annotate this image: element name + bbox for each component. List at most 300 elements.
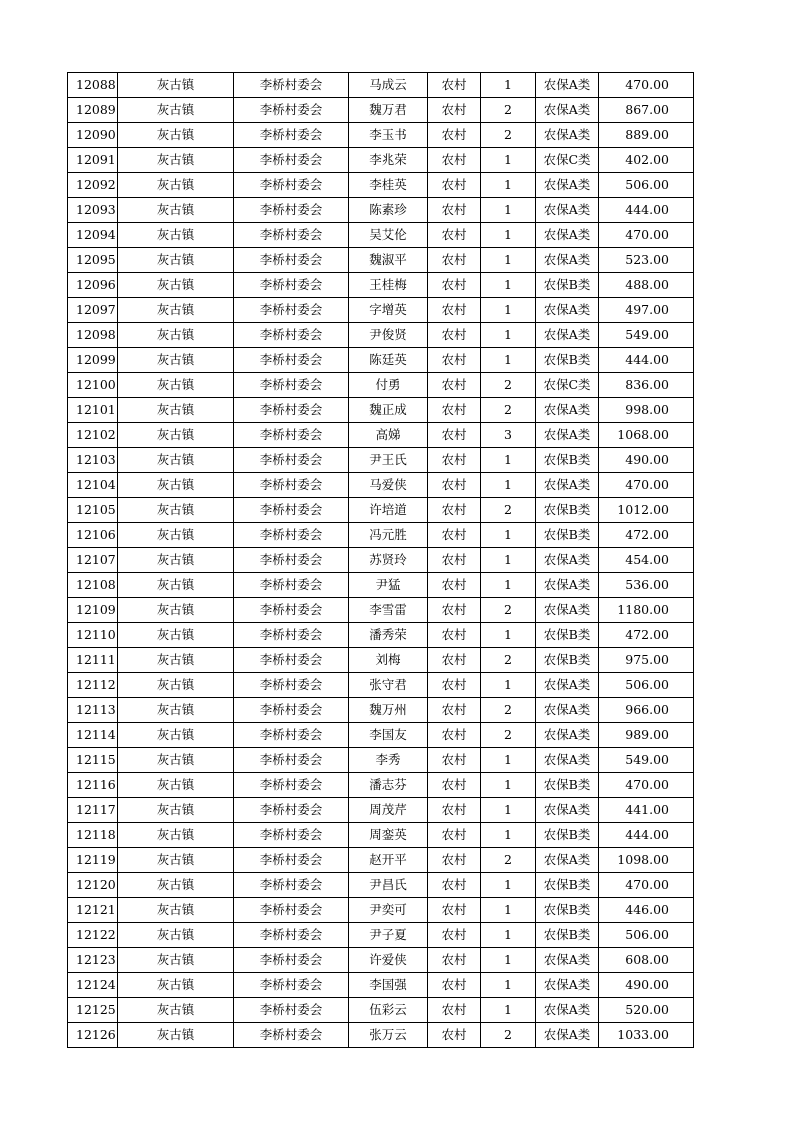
town-cell: 灰古镇 bbox=[118, 448, 234, 473]
area-type-cell: 农村 bbox=[428, 723, 481, 748]
record-id-cell: 12117 bbox=[68, 798, 118, 823]
name-cell: 尹昌氏 bbox=[349, 873, 428, 898]
name-cell: 尹俊贤 bbox=[349, 323, 428, 348]
record-id-cell: 12122 bbox=[68, 923, 118, 948]
name-cell: 李兆荣 bbox=[349, 148, 428, 173]
record-id-cell: 12102 bbox=[68, 423, 118, 448]
name-cell: 潘秀荣 bbox=[349, 623, 428, 648]
name-cell: 尹奕可 bbox=[349, 898, 428, 923]
area-type-cell: 农村 bbox=[428, 848, 481, 873]
town-cell: 灰古镇 bbox=[118, 148, 234, 173]
household-count-cell: 1 bbox=[481, 998, 536, 1023]
table-row bbox=[68, 848, 694, 873]
household-count-cell: 1 bbox=[481, 798, 536, 823]
record-id-cell: 12119 bbox=[68, 848, 118, 873]
table-row bbox=[68, 623, 694, 648]
amount-cell: 490.00 bbox=[599, 448, 694, 473]
area-type-cell: 农村 bbox=[428, 773, 481, 798]
household-count-cell: 1 bbox=[481, 948, 536, 973]
village-committee-cell: 李桥村委会 bbox=[234, 73, 349, 98]
record-id-cell: 12093 bbox=[68, 198, 118, 223]
village-committee-cell: 李桥村委会 bbox=[234, 773, 349, 798]
record-id-cell: 12113 bbox=[68, 698, 118, 723]
village-committee-cell: 李桥村委会 bbox=[234, 523, 349, 548]
area-type-cell: 农村 bbox=[428, 823, 481, 848]
name-cell: 吴艾伦 bbox=[349, 223, 428, 248]
village-committee-cell: 李桥村委会 bbox=[234, 373, 349, 398]
town-cell: 灰古镇 bbox=[118, 948, 234, 973]
area-type-cell: 农村 bbox=[428, 998, 481, 1023]
village-committee-cell: 李桥村委会 bbox=[234, 873, 349, 898]
household-count-cell: 1 bbox=[481, 523, 536, 548]
household-count-cell: 2 bbox=[481, 98, 536, 123]
data-table bbox=[67, 72, 694, 1048]
name-cell: 马爱侠 bbox=[349, 473, 428, 498]
amount-cell: 1068.00 bbox=[599, 423, 694, 448]
table-row bbox=[68, 398, 694, 423]
town-cell: 灰古镇 bbox=[118, 823, 234, 848]
household-count-cell: 1 bbox=[481, 73, 536, 98]
amount-cell: 867.00 bbox=[599, 98, 694, 123]
insurance-class-cell: 农保A类 bbox=[536, 998, 599, 1023]
record-id-cell: 12123 bbox=[68, 948, 118, 973]
name-cell: 王桂梅 bbox=[349, 273, 428, 298]
name-cell: 赵开平 bbox=[349, 848, 428, 873]
town-cell: 灰古镇 bbox=[118, 648, 234, 673]
amount-cell: 497.00 bbox=[599, 298, 694, 323]
amount-cell: 608.00 bbox=[599, 948, 694, 973]
town-cell: 灰古镇 bbox=[118, 923, 234, 948]
insurance-class-cell: 农保B类 bbox=[536, 648, 599, 673]
amount-cell: 470.00 bbox=[599, 73, 694, 98]
insurance-class-cell: 农保B类 bbox=[536, 348, 599, 373]
amount-cell: 998.00 bbox=[599, 398, 694, 423]
household-count-cell: 1 bbox=[481, 923, 536, 948]
town-cell: 灰古镇 bbox=[118, 1023, 234, 1048]
household-count-cell: 1 bbox=[481, 248, 536, 273]
village-committee-cell: 李桥村委会 bbox=[234, 548, 349, 573]
table-row bbox=[68, 648, 694, 673]
town-cell: 灰古镇 bbox=[118, 323, 234, 348]
name-cell: 马成云 bbox=[349, 73, 428, 98]
amount-cell: 989.00 bbox=[599, 723, 694, 748]
village-committee-cell: 李桥村委会 bbox=[234, 198, 349, 223]
name-cell: 魏淑平 bbox=[349, 248, 428, 273]
town-cell: 灰古镇 bbox=[118, 698, 234, 723]
name-cell: 周銮英 bbox=[349, 823, 428, 848]
household-count-cell: 2 bbox=[481, 648, 536, 673]
table-row bbox=[68, 348, 694, 373]
record-id-cell: 12114 bbox=[68, 723, 118, 748]
area-type-cell: 农村 bbox=[428, 473, 481, 498]
household-count-cell: 2 bbox=[481, 698, 536, 723]
table-row bbox=[68, 673, 694, 698]
household-count-cell: 1 bbox=[481, 773, 536, 798]
record-id-cell: 12121 bbox=[68, 898, 118, 923]
record-id-cell: 12116 bbox=[68, 773, 118, 798]
household-count-cell: 2 bbox=[481, 723, 536, 748]
insurance-class-cell: 农保B类 bbox=[536, 273, 599, 298]
insurance-class-cell: 农保A类 bbox=[536, 323, 599, 348]
household-count-cell: 1 bbox=[481, 473, 536, 498]
record-id-cell: 12118 bbox=[68, 823, 118, 848]
name-cell: 魏正成 bbox=[349, 398, 428, 423]
area-type-cell: 农村 bbox=[428, 673, 481, 698]
town-cell: 灰古镇 bbox=[118, 848, 234, 873]
record-id-cell: 12088 bbox=[68, 73, 118, 98]
household-count-cell: 1 bbox=[481, 148, 536, 173]
village-committee-cell: 李桥村委会 bbox=[234, 148, 349, 173]
record-id-cell: 12103 bbox=[68, 448, 118, 473]
table-row bbox=[68, 373, 694, 398]
area-type-cell: 农村 bbox=[428, 248, 481, 273]
village-committee-cell: 李桥村委会 bbox=[234, 973, 349, 998]
town-cell: 灰古镇 bbox=[118, 248, 234, 273]
record-id-cell: 12125 bbox=[68, 998, 118, 1023]
table-row bbox=[68, 773, 694, 798]
name-cell: 魏万州 bbox=[349, 698, 428, 723]
household-count-cell: 1 bbox=[481, 298, 536, 323]
record-id-cell: 12099 bbox=[68, 348, 118, 373]
table-row bbox=[68, 548, 694, 573]
area-type-cell: 农村 bbox=[428, 923, 481, 948]
area-type-cell: 农村 bbox=[428, 423, 481, 448]
amount-cell: 520.00 bbox=[599, 998, 694, 1023]
village-committee-cell: 李桥村委会 bbox=[234, 748, 349, 773]
household-count-cell: 1 bbox=[481, 273, 536, 298]
amount-cell: 441.00 bbox=[599, 798, 694, 823]
village-committee-cell: 李桥村委会 bbox=[234, 598, 349, 623]
area-type-cell: 农村 bbox=[428, 1023, 481, 1048]
name-cell: 许爱侠 bbox=[349, 948, 428, 973]
town-cell: 灰古镇 bbox=[118, 423, 234, 448]
record-id-cell: 12089 bbox=[68, 98, 118, 123]
name-cell: 尹王氏 bbox=[349, 448, 428, 473]
area-type-cell: 农村 bbox=[428, 973, 481, 998]
insurance-class-cell: 农保B类 bbox=[536, 823, 599, 848]
insurance-class-cell: 农保A类 bbox=[536, 473, 599, 498]
area-type-cell: 农村 bbox=[428, 573, 481, 598]
table-row bbox=[68, 273, 694, 298]
household-count-cell: 1 bbox=[481, 873, 536, 898]
amount-cell: 506.00 bbox=[599, 923, 694, 948]
name-cell: 魏万君 bbox=[349, 98, 428, 123]
insurance-class-cell: 农保A类 bbox=[536, 723, 599, 748]
table-row bbox=[68, 923, 694, 948]
area-type-cell: 农村 bbox=[428, 273, 481, 298]
record-id-cell: 12100 bbox=[68, 373, 118, 398]
insurance-class-cell: 农保A类 bbox=[536, 748, 599, 773]
amount-cell: 472.00 bbox=[599, 523, 694, 548]
insurance-class-cell: 农保A类 bbox=[536, 173, 599, 198]
name-cell: 许培道 bbox=[349, 498, 428, 523]
household-count-cell: 1 bbox=[481, 898, 536, 923]
area-type-cell: 农村 bbox=[428, 348, 481, 373]
amount-cell: 1033.00 bbox=[599, 1023, 694, 1048]
area-type-cell: 农村 bbox=[428, 148, 481, 173]
area-type-cell: 农村 bbox=[428, 948, 481, 973]
town-cell: 灰古镇 bbox=[118, 98, 234, 123]
village-committee-cell: 李桥村委会 bbox=[234, 823, 349, 848]
table-row bbox=[68, 73, 694, 98]
household-count-cell: 1 bbox=[481, 173, 536, 198]
area-type-cell: 农村 bbox=[428, 448, 481, 473]
table-row bbox=[68, 823, 694, 848]
town-cell: 灰古镇 bbox=[118, 398, 234, 423]
table-body bbox=[68, 73, 694, 1048]
insurance-class-cell: 农保B类 bbox=[536, 923, 599, 948]
village-committee-cell: 李桥村委会 bbox=[234, 473, 349, 498]
amount-cell: 889.00 bbox=[599, 123, 694, 148]
name-cell: 李国友 bbox=[349, 723, 428, 748]
insurance-class-cell: 农保A类 bbox=[536, 573, 599, 598]
amount-cell: 1098.00 bbox=[599, 848, 694, 873]
village-committee-cell: 李桥村委会 bbox=[234, 398, 349, 423]
record-id-cell: 12107 bbox=[68, 548, 118, 573]
village-committee-cell: 李桥村委会 bbox=[234, 273, 349, 298]
household-count-cell: 1 bbox=[481, 573, 536, 598]
area-type-cell: 农村 bbox=[428, 523, 481, 548]
insurance-class-cell: 农保A类 bbox=[536, 1023, 599, 1048]
town-cell: 灰古镇 bbox=[118, 723, 234, 748]
town-cell: 灰古镇 bbox=[118, 123, 234, 148]
amount-cell: 470.00 bbox=[599, 773, 694, 798]
insurance-class-cell: 农保A类 bbox=[536, 423, 599, 448]
household-count-cell: 2 bbox=[481, 373, 536, 398]
village-committee-cell: 李桥村委会 bbox=[234, 173, 349, 198]
household-count-cell: 1 bbox=[481, 973, 536, 998]
area-type-cell: 农村 bbox=[428, 498, 481, 523]
name-cell: 苏贤玲 bbox=[349, 548, 428, 573]
household-count-cell: 1 bbox=[481, 548, 536, 573]
household-count-cell: 2 bbox=[481, 398, 536, 423]
amount-cell: 446.00 bbox=[599, 898, 694, 923]
table-row bbox=[68, 473, 694, 498]
insurance-class-cell: 农保A类 bbox=[536, 848, 599, 873]
insurance-class-cell: 农保B类 bbox=[536, 898, 599, 923]
table-row bbox=[68, 248, 694, 273]
table-row bbox=[68, 748, 694, 773]
village-committee-cell: 李桥村委会 bbox=[234, 248, 349, 273]
town-cell: 灰古镇 bbox=[118, 898, 234, 923]
insurance-class-cell: 农保A类 bbox=[536, 248, 599, 273]
area-type-cell: 农村 bbox=[428, 298, 481, 323]
table-row bbox=[68, 123, 694, 148]
insurance-class-cell: 农保A类 bbox=[536, 73, 599, 98]
household-count-cell: 1 bbox=[481, 748, 536, 773]
record-id-cell: 12101 bbox=[68, 398, 118, 423]
name-cell: 字增英 bbox=[349, 298, 428, 323]
table-row bbox=[68, 423, 694, 448]
name-cell: 冯元胜 bbox=[349, 523, 428, 548]
household-count-cell: 2 bbox=[481, 123, 536, 148]
area-type-cell: 农村 bbox=[428, 323, 481, 348]
table-row bbox=[68, 298, 694, 323]
amount-cell: 536.00 bbox=[599, 573, 694, 598]
record-id-cell: 12112 bbox=[68, 673, 118, 698]
household-count-cell: 1 bbox=[481, 448, 536, 473]
amount-cell: 444.00 bbox=[599, 348, 694, 373]
insurance-class-cell: 农保A类 bbox=[536, 698, 599, 723]
name-cell: 潘志芬 bbox=[349, 773, 428, 798]
insurance-class-cell: 农保A类 bbox=[536, 123, 599, 148]
town-cell: 灰古镇 bbox=[118, 673, 234, 698]
village-committee-cell: 李桥村委会 bbox=[234, 1023, 349, 1048]
area-type-cell: 农村 bbox=[428, 98, 481, 123]
village-committee-cell: 李桥村委会 bbox=[234, 448, 349, 473]
record-id-cell: 12120 bbox=[68, 873, 118, 898]
record-id-cell: 12124 bbox=[68, 973, 118, 998]
record-id-cell: 12105 bbox=[68, 498, 118, 523]
insurance-class-cell: 农保C类 bbox=[536, 373, 599, 398]
town-cell: 灰古镇 bbox=[118, 273, 234, 298]
town-cell: 灰古镇 bbox=[118, 598, 234, 623]
insurance-class-cell: 农保A类 bbox=[536, 798, 599, 823]
town-cell: 灰古镇 bbox=[118, 73, 234, 98]
town-cell: 灰古镇 bbox=[118, 298, 234, 323]
name-cell: 尹猛 bbox=[349, 573, 428, 598]
village-committee-cell: 李桥村委会 bbox=[234, 673, 349, 698]
name-cell: 李玉书 bbox=[349, 123, 428, 148]
table-row bbox=[68, 798, 694, 823]
area-type-cell: 农村 bbox=[428, 898, 481, 923]
name-cell: 陈素珍 bbox=[349, 198, 428, 223]
town-cell: 灰古镇 bbox=[118, 473, 234, 498]
table-row bbox=[68, 998, 694, 1023]
table-row bbox=[68, 698, 694, 723]
village-committee-cell: 李桥村委会 bbox=[234, 123, 349, 148]
town-cell: 灰古镇 bbox=[118, 998, 234, 1023]
insurance-class-cell: 农保B类 bbox=[536, 448, 599, 473]
table-row bbox=[68, 973, 694, 998]
village-committee-cell: 李桥村委会 bbox=[234, 348, 349, 373]
town-cell: 灰古镇 bbox=[118, 498, 234, 523]
insurance-class-cell: 农保A类 bbox=[536, 223, 599, 248]
table-row bbox=[68, 523, 694, 548]
record-id-cell: 12098 bbox=[68, 323, 118, 348]
record-id-cell: 12097 bbox=[68, 298, 118, 323]
amount-cell: 506.00 bbox=[599, 673, 694, 698]
table-row bbox=[68, 873, 694, 898]
record-id-cell: 12108 bbox=[68, 573, 118, 598]
area-type-cell: 农村 bbox=[428, 798, 481, 823]
area-type-cell: 农村 bbox=[428, 398, 481, 423]
village-committee-cell: 李桥村委会 bbox=[234, 698, 349, 723]
area-type-cell: 农村 bbox=[428, 698, 481, 723]
record-id-cell: 12095 bbox=[68, 248, 118, 273]
insurance-class-cell: 农保A类 bbox=[536, 673, 599, 698]
household-count-cell: 1 bbox=[481, 623, 536, 648]
insurance-class-cell: 农保C类 bbox=[536, 148, 599, 173]
area-type-cell: 农村 bbox=[428, 623, 481, 648]
name-cell: 付勇 bbox=[349, 373, 428, 398]
village-committee-cell: 李桥村委会 bbox=[234, 648, 349, 673]
amount-cell: 549.00 bbox=[599, 748, 694, 773]
household-count-cell: 2 bbox=[481, 1023, 536, 1048]
record-id-cell: 12091 bbox=[68, 148, 118, 173]
amount-cell: 966.00 bbox=[599, 698, 694, 723]
amount-cell: 506.00 bbox=[599, 173, 694, 198]
table-row bbox=[68, 223, 694, 248]
insurance-class-cell: 农保B类 bbox=[536, 523, 599, 548]
area-type-cell: 农村 bbox=[428, 198, 481, 223]
table-row bbox=[68, 498, 694, 523]
household-count-cell: 2 bbox=[481, 848, 536, 873]
amount-cell: 470.00 bbox=[599, 473, 694, 498]
town-cell: 灰古镇 bbox=[118, 798, 234, 823]
household-count-cell: 2 bbox=[481, 598, 536, 623]
village-committee-cell: 李桥村委会 bbox=[234, 998, 349, 1023]
insurance-class-cell: 农保B类 bbox=[536, 498, 599, 523]
town-cell: 灰古镇 bbox=[118, 373, 234, 398]
area-type-cell: 农村 bbox=[428, 373, 481, 398]
village-committee-cell: 李桥村委会 bbox=[234, 98, 349, 123]
name-cell: 李国强 bbox=[349, 973, 428, 998]
name-cell: 周茂芹 bbox=[349, 798, 428, 823]
village-committee-cell: 李桥村委会 bbox=[234, 223, 349, 248]
town-cell: 灰古镇 bbox=[118, 748, 234, 773]
insurance-class-cell: 农保B类 bbox=[536, 873, 599, 898]
amount-cell: 402.00 bbox=[599, 148, 694, 173]
insurance-class-cell: 农保A类 bbox=[536, 973, 599, 998]
town-cell: 灰古镇 bbox=[118, 773, 234, 798]
amount-cell: 472.00 bbox=[599, 623, 694, 648]
town-cell: 灰古镇 bbox=[118, 223, 234, 248]
village-committee-cell: 李桥村委会 bbox=[234, 798, 349, 823]
area-type-cell: 农村 bbox=[428, 548, 481, 573]
insurance-class-cell: 农保A类 bbox=[536, 548, 599, 573]
town-cell: 灰古镇 bbox=[118, 348, 234, 373]
area-type-cell: 农村 bbox=[428, 648, 481, 673]
village-committee-cell: 李桥村委会 bbox=[234, 423, 349, 448]
amount-cell: 1180.00 bbox=[599, 598, 694, 623]
area-type-cell: 农村 bbox=[428, 173, 481, 198]
record-id-cell: 12096 bbox=[68, 273, 118, 298]
insurance-class-cell: 农保A类 bbox=[536, 198, 599, 223]
table-row bbox=[68, 573, 694, 598]
table-row bbox=[68, 898, 694, 923]
table-row bbox=[68, 98, 694, 123]
area-type-cell: 农村 bbox=[428, 598, 481, 623]
record-id-cell: 12110 bbox=[68, 623, 118, 648]
household-count-cell: 1 bbox=[481, 348, 536, 373]
household-count-cell: 1 bbox=[481, 323, 536, 348]
name-cell: 李秀 bbox=[349, 748, 428, 773]
area-type-cell: 农村 bbox=[428, 223, 481, 248]
table-row bbox=[68, 948, 694, 973]
record-id-cell: 12106 bbox=[68, 523, 118, 548]
household-count-cell: 1 bbox=[481, 823, 536, 848]
record-id-cell: 12090 bbox=[68, 123, 118, 148]
town-cell: 灰古镇 bbox=[118, 973, 234, 998]
table-row bbox=[68, 198, 694, 223]
town-cell: 灰古镇 bbox=[118, 523, 234, 548]
amount-cell: 836.00 bbox=[599, 373, 694, 398]
village-committee-cell: 李桥村委会 bbox=[234, 898, 349, 923]
area-type-cell: 农村 bbox=[428, 748, 481, 773]
village-committee-cell: 李桥村委会 bbox=[234, 573, 349, 598]
name-cell: 伍彩云 bbox=[349, 998, 428, 1023]
record-id-cell: 12109 bbox=[68, 598, 118, 623]
town-cell: 灰古镇 bbox=[118, 548, 234, 573]
insurance-class-cell: 农保A类 bbox=[536, 398, 599, 423]
household-count-cell: 1 bbox=[481, 198, 536, 223]
table-row bbox=[68, 323, 694, 348]
area-type-cell: 农村 bbox=[428, 873, 481, 898]
household-count-cell: 3 bbox=[481, 423, 536, 448]
amount-cell: 549.00 bbox=[599, 323, 694, 348]
household-count-cell: 1 bbox=[481, 673, 536, 698]
